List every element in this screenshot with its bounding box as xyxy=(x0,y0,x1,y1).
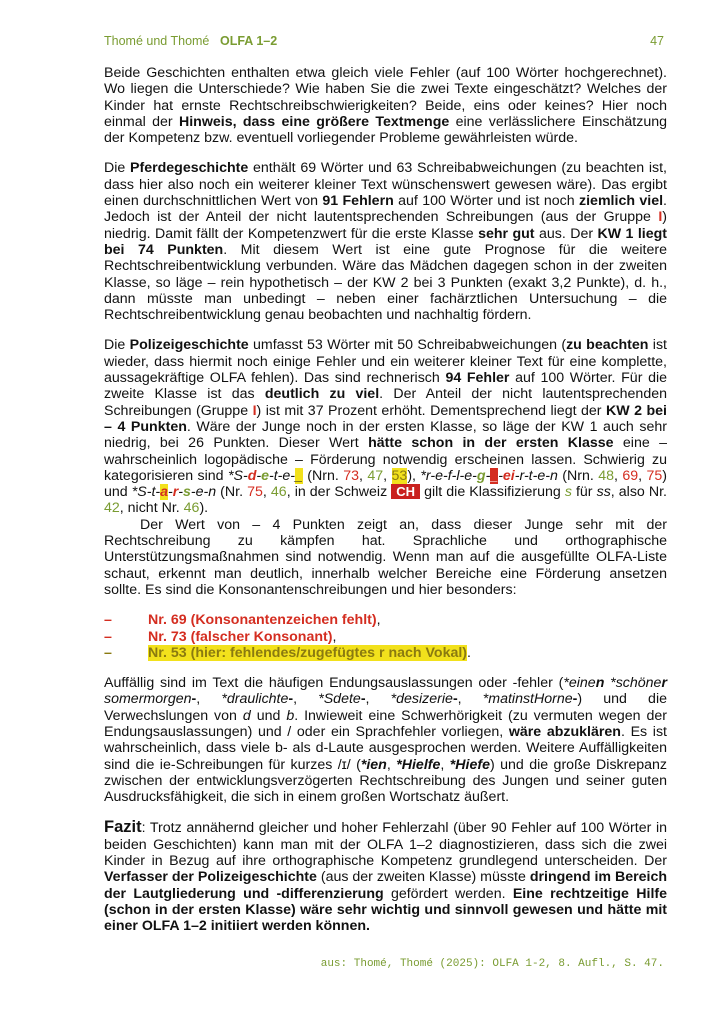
paragraph-pferdegeschichte: Die Pferdegeschichte enthält 69 Wörter und 63 Schreibabweichungen (zu beachten ist, dass hier also noch ein weiterer kleiner Text wünschenswert gewesen wäre). Das ergibt einen durchschnittlichen Wert von 91 Fehlern auf 100 Wörter und ist noch ziemlich viel. Jedoch ist der Anteil der nicht lautentsprechenden Schreibungen (aus der Gruppe I) niedrig. Damit fällt der Kompetenzwert für die erste Klasse sehr gut aus. Der KW 1 liegt bei 74 Punkten. Mit diesem Wert ist eine gute Prognose für die weitere Rechtschreibentwicklung verbunden. Wäre das Mädchen dagegen schon in der zweiten Klasse, so läge – rein hypothetisch – der KW 2 bei 3 Punkten (exakt 3,2 Punkte), d. h., dann müsste man unbedingt – neben einer fachärztlichen Untersuchung – die Rechtschreibentwicklung genau beobachten und nachhaltig fördern. xyxy=(104,160,668,324)
source-citation: aus: Thomé, Thomé (2025): OLFA 1-2, 8. Aufl., S. 47. xyxy=(320,958,664,970)
header-authors: Thomé und Thomé xyxy=(104,34,210,48)
paragraph-fazit: Fazit: Trotz annähernd gleicher und hoher Fehlerzahl (über 90 Fehler auf 100 Wörter in beiden Geschichten) kann man mit der OLFA 1–2 diagnostizieren, dass sich die zwei Kinder in Bezug auf ihre orthographische Kompetenz grundlegend unterscheiden. Der Verfasser der Polizeigeschichte (aus der zweiten Klasse) müsste dringend im Bereich der Lautgliederung und -differenzierung gefördert werden. Eine rechtzeitige Hilfe (schon in der ersten Klasse) wäre sehr wichtig und sinnvoll gewesen und hätte mit einer OLFA 1–2 initiiert werden können. xyxy=(104,818,668,935)
word-sdete: *S-d-e-t-e-_ xyxy=(227,467,303,484)
list-item: – Nr. 69 (Konsonantenzeichen fehlt), xyxy=(104,612,381,629)
consonant-list xyxy=(104,612,667,661)
page-number: 47 xyxy=(650,34,664,48)
word-starsen: *S-t-a-r-s-e-n xyxy=(131,484,217,501)
ch-badge: CH xyxy=(391,484,420,499)
page-body xyxy=(104,65,667,949)
fazit-label: Fazit xyxy=(104,818,142,837)
list-item: – Nr. 73 (falscher Konsonant), xyxy=(104,628,337,645)
paragraph-wert: Der Wert von – 4 Punkten zeigt an, dass dieser Junge sehr mit der Rechtschreibung zu kämpfen hat. Sprachliche und orthographische Unterstützungsmaßnahmen sind notwendig. Wenn man auf die ausgefüllte OLFA-Liste schaut, erkennt man deutlich, innerhalb welcher Bereiche eine Förderung ansetzen sollte. Es sind die Konsonantenschreibungen und hier besonders: xyxy=(104,516,667,598)
header-short-title: OLFA 1–2 xyxy=(220,34,278,48)
page-header xyxy=(104,34,664,52)
list-item: – Nr. 53 (hier: fehlendes/zugefügtes r nach Vokal). xyxy=(104,644,471,661)
paragraph-polizeigeschichte: Die Polizeigeschichte umfasst 53 Wörter mit 50 Schreibabweichungen (zu beachten ist wieder, dass hiermit noch einige Fehler und ein weiterer kleiner Text für eine komplette, aussagekräftige OLFA fehlen). Das sind rechnerisch 94 Fehler auf 100 Wörter. Für die zweite Klasse ist das deutlich zu viel. Der Anteil der nicht lautentsprechenden Schreibungen (Gruppe I) ist mit 37 Prozent erhöht. Dementsprechend liegt der KW 2 bei – 4 Punkten. Wäre der Junge noch in der ersten Klasse, so läge der KW 1 auch sehr niedrig, bei 26 Punkten. Dieser Wert hätte schon in der ersten Klasse eine – wahrscheinlich logopädische – Förderung notwendig erscheinen lassen. Schwierig zu kategorisieren sind *S-d-e-t-e-_ (Nrn. 73, 47, 53), *r-e-f-l-e-g-_-ei-r-t-e-n (Nrn. 48, 69, 75) und *S-t-a-r-s-e-n (Nr. 75, 46, in der Schweiz CH gilt die Klassifizierung s für ss, also Nr. 42, nicht Nr. 46). xyxy=(104,337,668,517)
paragraph-auffaellig: Auffällig sind im Text die häufigen Endungsauslassungen oder -fehler (*einen *schöner somermorgen-, *draulichte-, *Sdete-, *desizerie-, *matinstHorne-) und die Verwechslungen von d und b. Inwieweit eine Schwerhörigkeit (zu vermuten wegen der Endungsauslassungen) und / oder ein Sprachfehler vorliegen, wäre abzuklären. Es ist wahrscheinlich, dass viele b- als d-Laute ausgesprochen werden. Weitere Auffälligkeiten sind die ie-Schreibungen für kurzes /ɪ/ (*ien, *Hielfe, *Hiefe) und die große Diskrepanz zwischen der entwicklungsverzögerten Rechtschreibung des Jungen und seiner guten Ausdrucksfähigkeit, die sich in einem großen Wortschatz äußert. xyxy=(104,675,668,806)
paragraph-intro: Beide Geschichten enthalten etwa gleich viele Fehler (auf 100 Wörter hochgerechnet). Wo liegen die Unterschiede? Wie haben Sie die zwei Texte eingeschätzt? Welches der Kinder hat ernste Rechtschreibschwierigkeiten? Beide, eins oder keines? Hier noch einmal der Hinweis, dass eine größere Textmenge eine verlässlichere Einschätzung der Kompetenz bzw. eventuell vorliegender Probleme gewährleisten würde. xyxy=(104,65,668,147)
word-refleg: *r-e-f-l-e-g-_-ei-r-t-e-n xyxy=(420,467,558,484)
